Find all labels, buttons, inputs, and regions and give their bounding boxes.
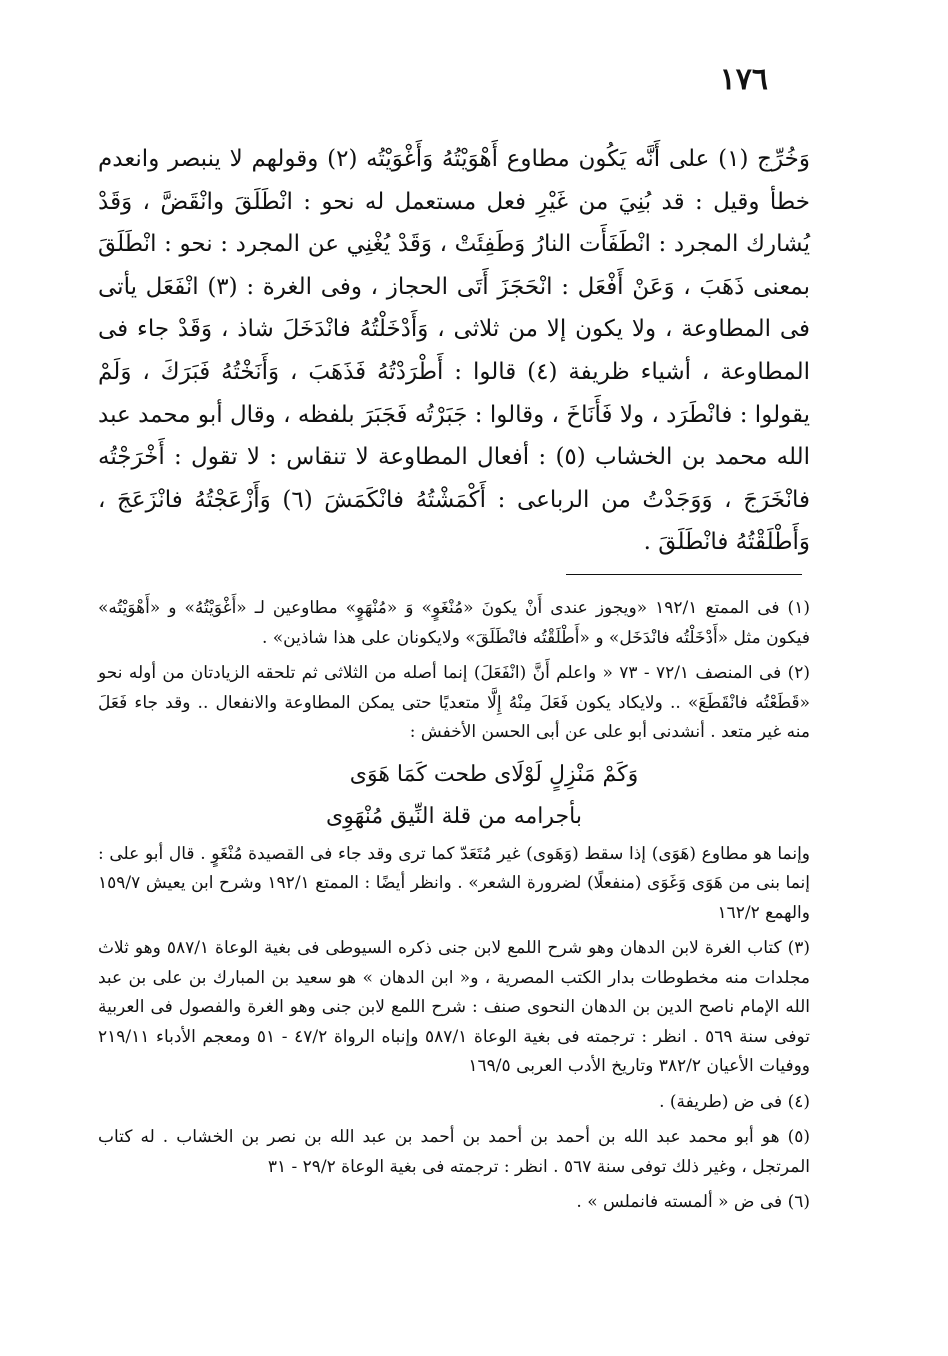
page-number: ١٧٦ xyxy=(719,62,768,97)
footnote-2-continued: وإنما هو مطاوع (هَوَى) إذا سقط (وَهَوى) غير مُتَعَدّ كما ترى وقد جاء فى القصيدة مُنْغَوٍ . قال أبو على : إنما بنى من هَوَى وَغَوَى (منفعلًا) لضرورة الشعر» . وانظر أيضًا : الممتع ١٩٢/١ وشرح ابن يعيش ١٥٩/٧ والهمع ١٦٢/٢ xyxy=(98,843,811,923)
verse-line-2: بأجرامه من قلة النِّيق مُنْهَوِى xyxy=(326,803,582,829)
verse-line-1: وَكَمْ مَنْزِلٍ لَوْلَاى طحت كَمَا هَوَى xyxy=(349,761,639,787)
footnote-1: (١) فى الممتع ١٩٢/١ «ويجوز عندى أَنْ يكونَ «مُنْغَوٍ» وَ «مُنْهَوٍ» مطاوعين لـ «أَغْوَيْتُهُ» و «أَهْوَيْتُه» فيكون مثل «أَدْخَلْتُه فانْدَخَل» و «أَطْلَقْتُه فانْطَلَقَ» ولايكونان على هذا شاذين» . xyxy=(98,598,810,648)
footnote-4: (٤) فى ض (طريفة) . xyxy=(659,1091,810,1112)
footnotes-block xyxy=(98,594,810,1224)
footnote-6: (٦) فى ض « ألمسته فانملس » . xyxy=(576,1192,810,1212)
footnote-3: (٣) كتاب الغرة لابن الدهان وهو شرح اللمع لابن جنى ذكره السيوطى فى بغية الوعاة ٥٨٧/١ وهو ثلاث مجلدات منه مخطوطات بدار الكتب المصرية ، و« ابن الدهان » هو سعيد بن المبارك بن على بن عبد الله الإمام ناصح الدين بن الدهان النحوى صنف : شرح اللمع لابن جنى وهو الغرة والفصول فى العربية توفى سنة ٥٦٩ . انظر : ترجمته فى بغية الوعاة ٥٨٧/١ وإنباه الرواة ٤٧/٢ - ٥١ ومعجم الأدباء ٢١٩/١١ ووفيات الأعيان ٣٨٢/٢ وتاريخ الأدب العربى ١٦٩/٥ xyxy=(98,938,810,1076)
main-paragraph: وَخُرِّج (١) على أَنَّه يَكُون مطاوع أَهْوَيْتُهُ وَأَغْوَيْتُه (٢) وقولهم لا ينبصر وانعدم خطأ وقيل : قد بُنِيَ من غَيْرِ فعل مستعمل له نحو : انْطَلَقَ وانْقَضَّ ، وَقَدْ يُشارك المجرد : انْطَفَأَت النارُ وَطَفِئَتْ ، وَقَدْ يُغْنِي عن المجرد : نحو : انْطَلَقَ بمعنى ذَهَبَ ، وَعَنْ أَفْعَل : انْحَجَزَ أَتَى الحجاز ، وفى الغرة : (٣) انْفَعَل يأتى فى المطاوعة ، ولا يكون إلا من ثلاثى ، وَأَدْخَلْتُهُ فانْدَخَلَ شاذ ، وَقَدْ جاء فى المطاوعة ، أشياء ظريفة (٤) قالوا : أَطْرَدْتُهُ فَذَهَبَ ، وَأَنَخْتُهُ فَبَرَكَ ، وَلَمْ يقولوا : فانْطَرَد ، ولا فَأَنَاخَ ، وقالوا : جَبَرْتُه فَجَبَرَ بلفظه ، وقال أبو محمد عبد الله محمد بن الخشاب (٥) : أفعال المطاوعة لا تنقاس : لا تقول : أَخْرَجْتُه فانْخَرَجَ ، وَوَجَدْتُ من الرباعى : أَكْمَشْتُهُ فانْكَمَشَ (٦) وَأَزْعَجْتُهُ فانْزَعَجَ ، وَأَطْلَقْتُهُ فانْطَلَقَ . xyxy=(98,146,810,556)
main-text-block xyxy=(98,138,810,564)
footnote-separator xyxy=(566,574,802,575)
footnote-2: (٢) فى المنصف ٧٢/١ - ٧٣ « واعلم أَنَّ (انْفَعَلَ) إنما أصله من الثلاثى ثم تلحقه الزيادتان من أوله نحو «قَطَعْتُه فانْقَطَعَ» .. ولايكاد يكون فَعَلَ مِنْهُ إِلَّا متعديًا حتى يمكن المطاوعة والانفعال .. وقد جاء فَعَلَ منه غير متعد . أنشدنى أبو على عن أبى الحسن الأخفش : xyxy=(98,663,810,742)
footnote-5: (٥) هو أبو محمد عبد الله بن أحمد بن أحمد بن أحمد بن عبد الله بن نصر بن الخشاب . له كتاب المرتجل ، وغير ذلك توفى سنة ٥٦٧ . انظر : ترجمته فى بغية الوعاة ٢٩/٢ - ٣١ xyxy=(98,1127,810,1177)
